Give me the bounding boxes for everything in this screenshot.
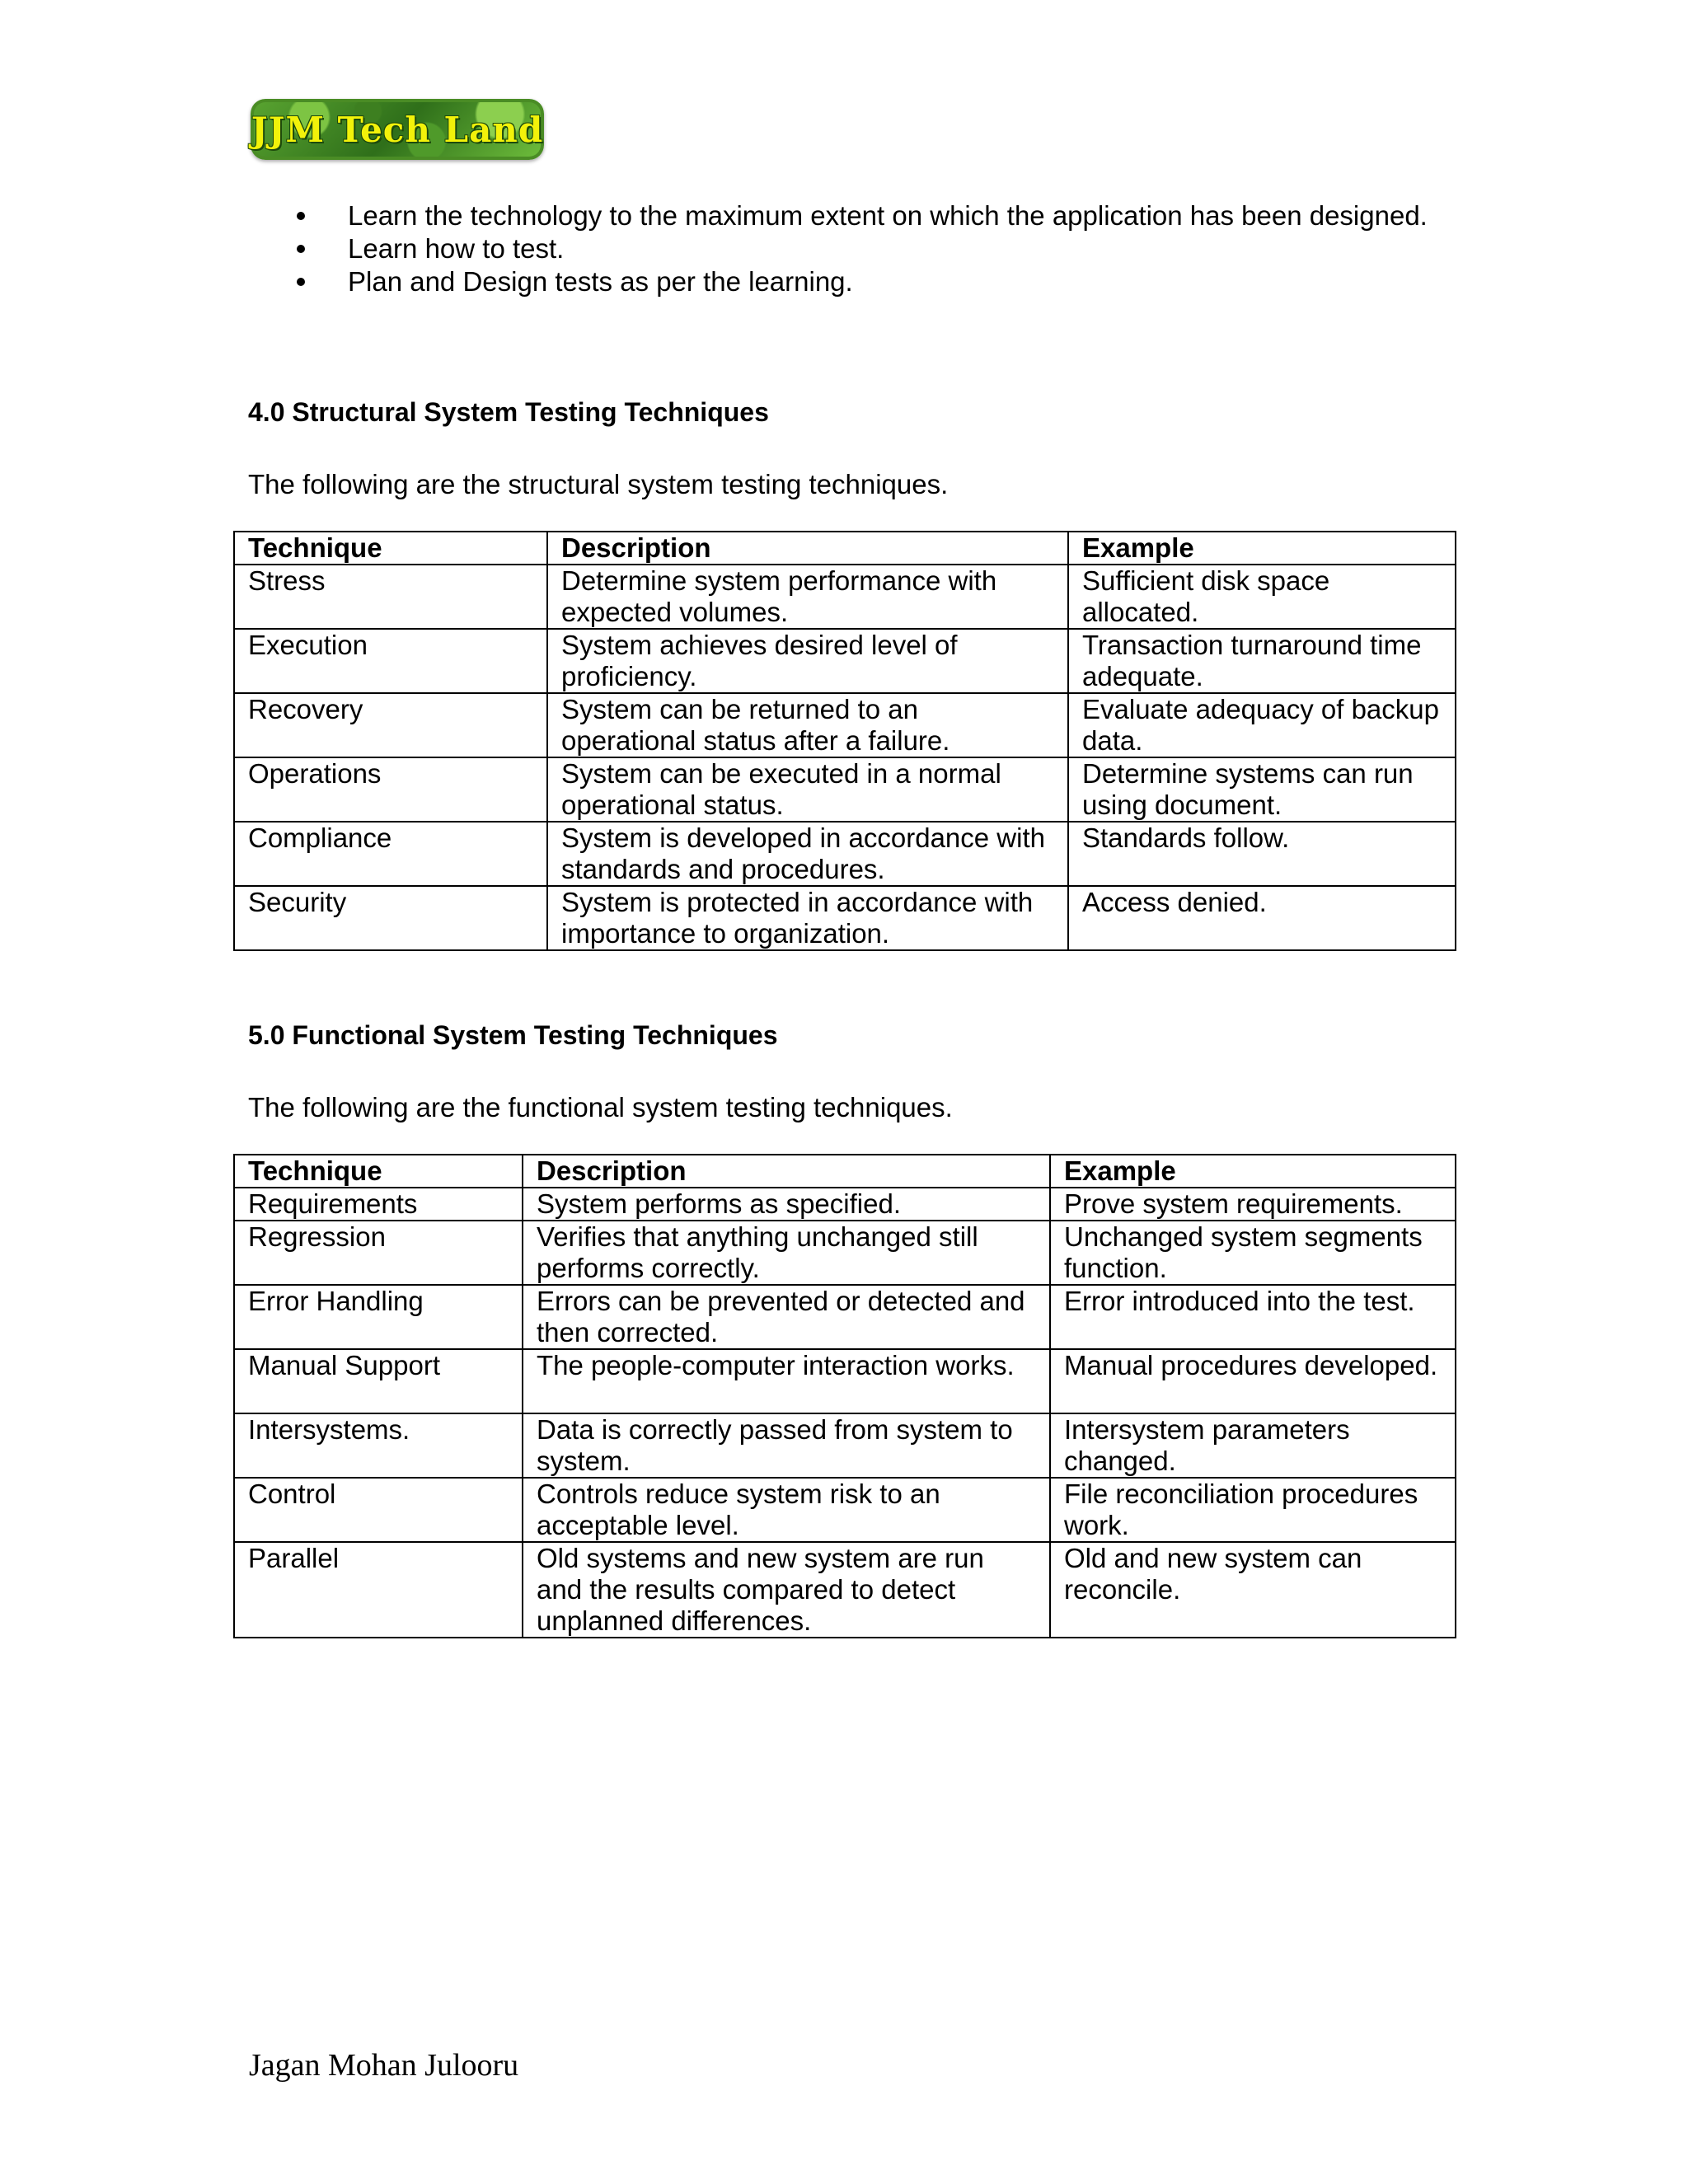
column-header: Description [547, 532, 1068, 565]
description-cell: System performs as specified. [523, 1188, 1050, 1221]
technique-cell: Error Handling [234, 1285, 523, 1349]
example-cell: Prove system requirements. [1050, 1188, 1456, 1221]
table-header-row [234, 532, 1456, 565]
structural-intro: The following are the structural system testing techniques. [248, 469, 949, 499]
technique-cell: Manual Support [234, 1349, 523, 1413]
table-row [234, 822, 1456, 886]
example-cell: Evaluate adequacy of backup data. [1068, 693, 1456, 757]
description-cell: System can be returned to an operational status after a failure. [547, 693, 1068, 757]
logo-text: JJM Tech Land [251, 109, 544, 150]
column-header: Technique [234, 1155, 523, 1188]
technique-cell: Parallel [234, 1542, 523, 1638]
footer-author: Jagan Mohan Julooru [249, 2048, 519, 2083]
column-header: Technique [234, 532, 547, 565]
technique-cell: Stress [234, 565, 547, 629]
list-item: Learn how to test. [290, 232, 1428, 265]
technique-cell: Recovery [234, 693, 547, 757]
structural-heading: 4.0 Structural System Testing Techniques [248, 397, 769, 427]
description-cell: System is developed in accordance with standards and procedures. [547, 822, 1068, 886]
functional-techniques-table [233, 1154, 1456, 1638]
table-row [234, 629, 1456, 693]
column-header: Example [1068, 532, 1456, 565]
example-cell: Manual procedures developed. [1050, 1349, 1456, 1413]
technique-cell: Compliance [234, 822, 547, 886]
description-cell: System achieves desired level of proficiency. [547, 629, 1068, 693]
table-row [234, 1413, 1456, 1478]
example-cell: Access denied. [1068, 886, 1456, 950]
technique-cell: Requirements [234, 1188, 523, 1221]
functional-intro: The following are the functional system testing techniques. [248, 1092, 953, 1122]
description-cell: System is protected in accordance with importance to organization. [547, 886, 1068, 950]
table-row [234, 1285, 1456, 1349]
list-item: Learn the technology to the maximum extent on which the application has been designed. [290, 199, 1428, 232]
table-row [234, 757, 1456, 822]
bullet-list [290, 199, 1428, 298]
column-header: Example [1050, 1155, 1456, 1188]
table-row [234, 1478, 1456, 1542]
technique-cell: Intersystems. [234, 1413, 523, 1478]
example-cell: Standards follow. [1068, 822, 1456, 886]
table-row [234, 886, 1456, 950]
example-cell: Intersystem parameters changed. [1050, 1413, 1456, 1478]
table-row [234, 1349, 1456, 1413]
technique-cell: Security [234, 886, 547, 950]
description-cell: Errors can be prevented or detected and then corrected. [523, 1285, 1050, 1349]
example-cell: Unchanged system segments function. [1050, 1221, 1456, 1285]
column-header: Description [523, 1155, 1050, 1188]
table-row [234, 1542, 1456, 1638]
technique-cell: Regression [234, 1221, 523, 1285]
table-row [234, 693, 1456, 757]
description-cell: Determine system performance with expected volumes. [547, 565, 1068, 629]
table-header-row [234, 1155, 1456, 1188]
functional-heading: 5.0 Functional System Testing Techniques [248, 1020, 778, 1050]
technique-cell: Operations [234, 757, 547, 822]
bullet-icon [297, 278, 305, 286]
example-cell: Transaction turnaround time adequate. [1068, 629, 1456, 693]
list-item: Plan and Design tests as per the learning. [290, 265, 1428, 298]
description-cell: Old systems and new system are run and the results compared to detect unplanned differences. [523, 1542, 1050, 1638]
description-cell: Verifies that anything unchanged still performs correctly. [523, 1221, 1050, 1285]
example-cell: Old and new system can reconcile. [1050, 1542, 1456, 1638]
example-cell: Determine systems can run using document. [1068, 757, 1456, 822]
description-cell: Controls reduce system risk to an acceptable level. [523, 1478, 1050, 1542]
table-row [234, 1221, 1456, 1285]
technique-cell: Execution [234, 629, 547, 693]
jjm-tech-land-logo [251, 99, 544, 160]
technique-cell: Control [234, 1478, 523, 1542]
description-cell: The people-computer interaction works. [523, 1349, 1050, 1413]
description-cell: Data is correctly passed from system to system. [523, 1413, 1050, 1478]
bullet-icon [297, 245, 305, 253]
example-cell: Error introduced into the test. [1050, 1285, 1456, 1349]
bullet-icon [297, 212, 305, 220]
structural-techniques-table [233, 531, 1456, 951]
example-cell: Sufficient disk space allocated. [1068, 565, 1456, 629]
description-cell: System can be executed in a normal operational status. [547, 757, 1068, 822]
table-row [234, 565, 1456, 629]
table-row [234, 1188, 1456, 1221]
example-cell: File reconciliation procedures work. [1050, 1478, 1456, 1542]
